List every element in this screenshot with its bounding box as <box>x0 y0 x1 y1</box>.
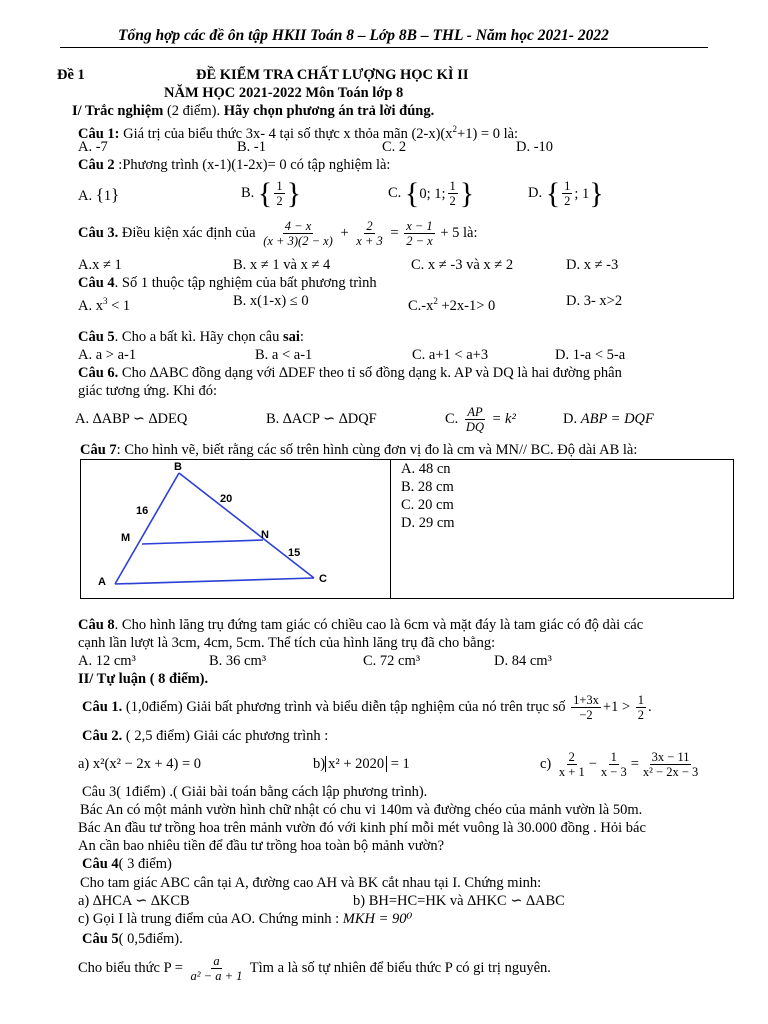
q8-text-2: cạnh lần lượt là 3cm, 4cm, 5cm. Thể tích của hình lăng trụ đã cho bằng: <box>78 635 496 651</box>
q5-sai: sai <box>283 329 300 345</box>
essay-1 <box>82 690 652 724</box>
question-2 <box>78 157 390 174</box>
q6-c-num: AP <box>467 405 483 420</box>
q3-f2-den: x + 3 <box>356 234 383 249</box>
q7-option-b: B. 28 cm <box>401 479 454 495</box>
question-7 <box>80 442 637 459</box>
label-c: C <box>319 573 327 585</box>
q3-f1-den: (x + 3)(2 − x) <box>263 234 333 249</box>
t4-part-a: a) ∆HCA ∽ ∆KCB <box>78 893 190 909</box>
q3-label: Câu 3. <box>78 225 119 241</box>
q4-option-b: B. x(1-x) ≤ 0 <box>233 293 309 309</box>
segment-mn <box>142 540 263 544</box>
t2-c3-den: x² − 2x − 3 <box>642 765 699 780</box>
q2-c-letter: C. <box>388 185 402 201</box>
t1-f1-den: −2 <box>579 708 593 723</box>
side-ac <box>115 578 314 584</box>
side-bc <box>179 473 314 578</box>
q6-d-letter: D. <box>563 411 578 427</box>
q6-c-letter: C. <box>445 411 459 427</box>
q7-option-a: A. 48 cn <box>401 461 451 477</box>
question-5 <box>78 329 304 346</box>
t1-f2-num: 1 <box>637 693 645 708</box>
t2-b-abs: x² + 2020 <box>325 756 387 772</box>
q8-option-b: B. 36 cm³ <box>209 653 267 669</box>
exam-subtitle: NĂM HỌC 2021-2022 Môn Toán lớp 8 <box>164 85 404 101</box>
q2-c-num: 1 <box>449 179 456 194</box>
t2-c2-den: x − 3 <box>600 765 627 780</box>
essay-4 <box>82 856 172 873</box>
q4-a: A. x <box>78 297 103 314</box>
header-rule <box>60 47 708 48</box>
t3-line-3: An cần bao nhiêu tiền để đầu tư trồng hoa toàn bộ mảnh vườn? <box>78 838 445 854</box>
t2-part-a: a) x²(x² − 2x + 4) = 0 <box>78 756 202 772</box>
q8-option-c: C. 72 cm³ <box>363 653 421 669</box>
triangle-figure <box>81 460 390 598</box>
q2-b-den: 2 <box>276 194 283 209</box>
q3-option-a: A.x ≠ 1 <box>78 257 122 273</box>
q7-figure-table <box>80 459 734 599</box>
t4-label: Câu 4 <box>82 856 119 872</box>
side-ab <box>115 473 179 584</box>
t2-c1-den: x + 1 <box>558 765 585 780</box>
t4-c-tail: MKH = 90⁰ <box>342 911 413 927</box>
q4-c-sup: 2 <box>433 296 438 306</box>
q2-option-c: C. { 0; 1; $\frac{1}{2}$ } <box>388 176 475 210</box>
q7-label: Câu 7 <box>80 442 117 458</box>
q4-c: C.-x <box>408 297 434 314</box>
t4-line-1: Cho tam giác ABC cân tại A, đường cao AH và BK cắt nhau tại I. Chứng minh: <box>80 875 542 891</box>
t5-tail: Tìm a là số tự nhiên để biểu thức P có gi trị nguyên. <box>246 960 551 976</box>
label-15: 15 <box>288 547 301 559</box>
part2-heading: II/ Tự luận ( 8 điểm). <box>78 671 209 687</box>
q5-option-c: C. a+1 < a+3 <box>412 347 489 363</box>
q2-c-den: 2 <box>449 194 456 209</box>
q7-option-c: C. 20 cm <box>401 497 454 513</box>
part1-instruction: Hãy chọn phương án trả lời đúng. <box>223 103 435 119</box>
q2-label: Câu 2 <box>78 157 115 173</box>
t5-pre: Cho biểu thức P = <box>78 960 187 976</box>
q5-text: . Cho a bất kì. Hãy chọn câu <box>114 329 283 345</box>
q2-d-post: ; 1 <box>574 185 590 202</box>
q1-sup: 2 <box>452 124 458 134</box>
q3-f3-den: 2 − x <box>406 234 433 249</box>
t1-end: . <box>648 699 652 715</box>
q6-label: Câu 6. <box>78 365 119 381</box>
q5-label: Câu 5 <box>78 329 115 345</box>
t2-part-c <box>540 747 702 781</box>
q2-a-letter: A. <box>78 188 93 204</box>
q8-text: . Cho hình lăng trụ đứng tam giác có chiều cao là 6cm và mặt đáy là tam giác có độ dài các <box>114 617 644 633</box>
q4-option-a <box>78 293 130 315</box>
q1-option-b: B. -1 <box>237 139 266 155</box>
essay-5 <box>82 931 183 948</box>
t1-f1-num: 1+3x <box>573 693 599 708</box>
t2-c1-num: 2 <box>568 750 575 765</box>
t5-den: a² − a + 1 <box>190 969 243 984</box>
q1-option-d: D. -10 <box>516 139 554 155</box>
part1-points: (2 điểm). <box>163 103 224 119</box>
q7-table-divider <box>390 460 391 598</box>
q2-text: :Phương trình (x-1)(1-2x)= 0 có tập nghiệm là: <box>114 157 391 173</box>
q2-d-num: 1 <box>564 179 571 194</box>
essay-2 <box>82 728 328 745</box>
label-n: N <box>261 529 269 541</box>
q4-c-tail: +2x-1> 0 <box>437 297 496 314</box>
question-6 <box>78 365 622 382</box>
label-m: M <box>121 532 131 544</box>
q1-text-a: Giá trị của biểu thức 3x- 4 tại số thực x thỏa mãn (2-x)(x <box>119 125 453 142</box>
q6-option-a: A. ∆ABP ∽ ∆DEQ <box>75 411 188 427</box>
q2-b-num: 1 <box>276 179 283 194</box>
q6-c-den: DQ <box>465 420 484 435</box>
t4-points: ( 3 điểm) <box>118 856 172 872</box>
t3-line-2: Bác An đầu tư trồng hoa trên mảnh vườn đó với kinh phí mỗi mét vuông là 30.000 đồng . Hỏi bác <box>78 820 646 836</box>
t2-b-tail: = 1 <box>387 756 410 772</box>
t2-c-minus: − <box>588 756 597 772</box>
exam-title: ĐỀ KIỂM TRA CHẤT LƯỢNG HỌC KÌ II <box>196 67 469 83</box>
q2-c-pre: 0; 1; <box>419 185 446 202</box>
page-header: Tổng hợp các đề ôn tập HKII Toán 8 – Lớp 8B – THL - Năm học 2021- 2022 <box>118 27 609 44</box>
part1-heading <box>72 103 434 120</box>
t2-c-letter: c) <box>540 756 552 772</box>
q5-option-a: A. a > a-1 <box>78 347 137 363</box>
label-b: B <box>174 461 182 473</box>
q3-text: Điều kiện xác định của <box>118 225 260 241</box>
q1-option-a: A. -7 <box>78 139 108 155</box>
t5-num: a <box>213 954 220 969</box>
q2-d-den: 2 <box>564 194 571 209</box>
t4-part-c <box>78 911 412 928</box>
q2-option-d: D. { $\frac{1}{2}$ ; 1 } <box>528 176 604 210</box>
q6-text-2: giác tương ứng. Khi đó: <box>78 383 217 399</box>
q4-option-d: D. 3- x>2 <box>566 293 623 309</box>
question-3 <box>78 216 477 250</box>
t1-text: (1,0điểm) Giải bất phương trình và biểu diễn tập nghiệm của nó trên trục số <box>122 699 570 715</box>
essay-3-heading: Câu 3( 1điểm) .( Giải bài toán bằng cách lập phương trình). <box>82 784 428 800</box>
t2-text: ( 2,5 điểm) Giải các phương trình : <box>122 728 329 744</box>
t2-c3-num: 3x − 11 <box>651 750 690 765</box>
q3-option-d: D. x ≠ -3 <box>566 257 619 273</box>
q5-colon: : <box>299 329 304 345</box>
q4-a-sup: 3 <box>102 296 108 306</box>
q4-option-c <box>408 293 495 315</box>
t5-points: ( 0,5điểm). <box>118 931 183 947</box>
t1-label: Câu 1. <box>82 699 123 715</box>
q7-option-d: D. 29 cm <box>401 515 455 531</box>
label-20: 20 <box>220 493 233 505</box>
t5-label: Câu 5 <box>82 931 119 947</box>
q3-f3-num: x − 1 <box>406 219 433 234</box>
t4-part-b: b) BH=HC=HK và ∆HKC ∽ ∆ABC <box>353 893 565 909</box>
q1-text-b: +1) = 0 là: <box>457 125 519 142</box>
q3-f2-num: 2 <box>366 219 373 234</box>
q2-a-set: 1 <box>103 188 112 204</box>
q8-option-a: A. 12 cm³ <box>78 653 136 669</box>
exam-number: Đề 1 <box>57 67 85 83</box>
t2-label: Câu 2. <box>82 728 123 744</box>
q7-text: : Cho hình vẽ, biết rằng các số trên hình cùng đơn vị đo là cm và MN// BC. Độ dài AB là: <box>116 442 638 458</box>
q6-d-tail: ABP = DQF <box>580 411 654 427</box>
q8-label: Câu 8 <box>78 617 115 633</box>
q2-option-b: B. { $\frac{1}{2}$ } <box>241 176 301 210</box>
q2-b-letter: B. <box>241 185 255 201</box>
label-a: A <box>98 576 106 588</box>
q2-d-letter: D. <box>528 185 543 201</box>
t1-f2-den: 2 <box>637 708 645 723</box>
q6-option-c <box>445 402 516 436</box>
q2-option-a: A. {1} <box>78 185 120 204</box>
t4-c-text: c) Gọi I là trung điểm của AO. Chứng minh : <box>78 911 343 927</box>
q4-label: Câu 4 <box>78 275 115 291</box>
q3-tail: + 5 là: <box>440 225 478 241</box>
q4-a-tail: < 1 <box>107 297 131 314</box>
q5-option-b: B. a < a-1 <box>255 347 313 363</box>
q3-eq: = <box>390 225 399 241</box>
q3-f1-num: 4 − x <box>284 219 312 234</box>
q5-option-d: D. 1-a < 5-a <box>555 347 626 363</box>
q6-text: Cho ∆ABC đồng dạng với ∆DEF theo tỉ số đồng dạng k. AP và DQ là hai đường phân <box>118 365 622 381</box>
part1-title: I/ Trắc nghiệm <box>72 103 164 119</box>
t2-c2-num: 1 <box>610 750 617 765</box>
question-8 <box>78 617 643 634</box>
q8-option-d: D. 84 cm³ <box>494 653 552 669</box>
t3-line-1: Bác An có một mảnh vườn hình chữ nhật có chu vi 140m và đường chéo của mảnh vườn là 50m. <box>80 802 643 818</box>
q6-c-tail: = k² <box>491 411 516 427</box>
q3-plus: + <box>340 225 349 241</box>
q6-option-b: B. ∆ACP ∽ ∆DQF <box>266 411 377 427</box>
t2-part-b <box>313 756 410 773</box>
label-16: 16 <box>136 505 149 517</box>
q3-option-c: C. x ≠ -3 và x ≠ 2 <box>411 257 514 273</box>
t2-b-letter: b) <box>313 756 326 772</box>
question-1 <box>78 121 518 143</box>
question-4 <box>78 275 377 292</box>
q1-label: Câu 1: <box>78 125 120 142</box>
t1-mid: +1 > <box>602 699 631 715</box>
t5-expression <box>78 950 551 986</box>
q4-text: . Số 1 thuộc tập nghiệm của bất phương trình <box>114 275 377 291</box>
q3-option-b: B. x ≠ 1 và x ≠ 4 <box>233 257 331 273</box>
t2-c-eq: = <box>630 756 639 772</box>
q1-option-c: C. 2 <box>382 139 407 155</box>
q6-option-d <box>563 411 654 428</box>
